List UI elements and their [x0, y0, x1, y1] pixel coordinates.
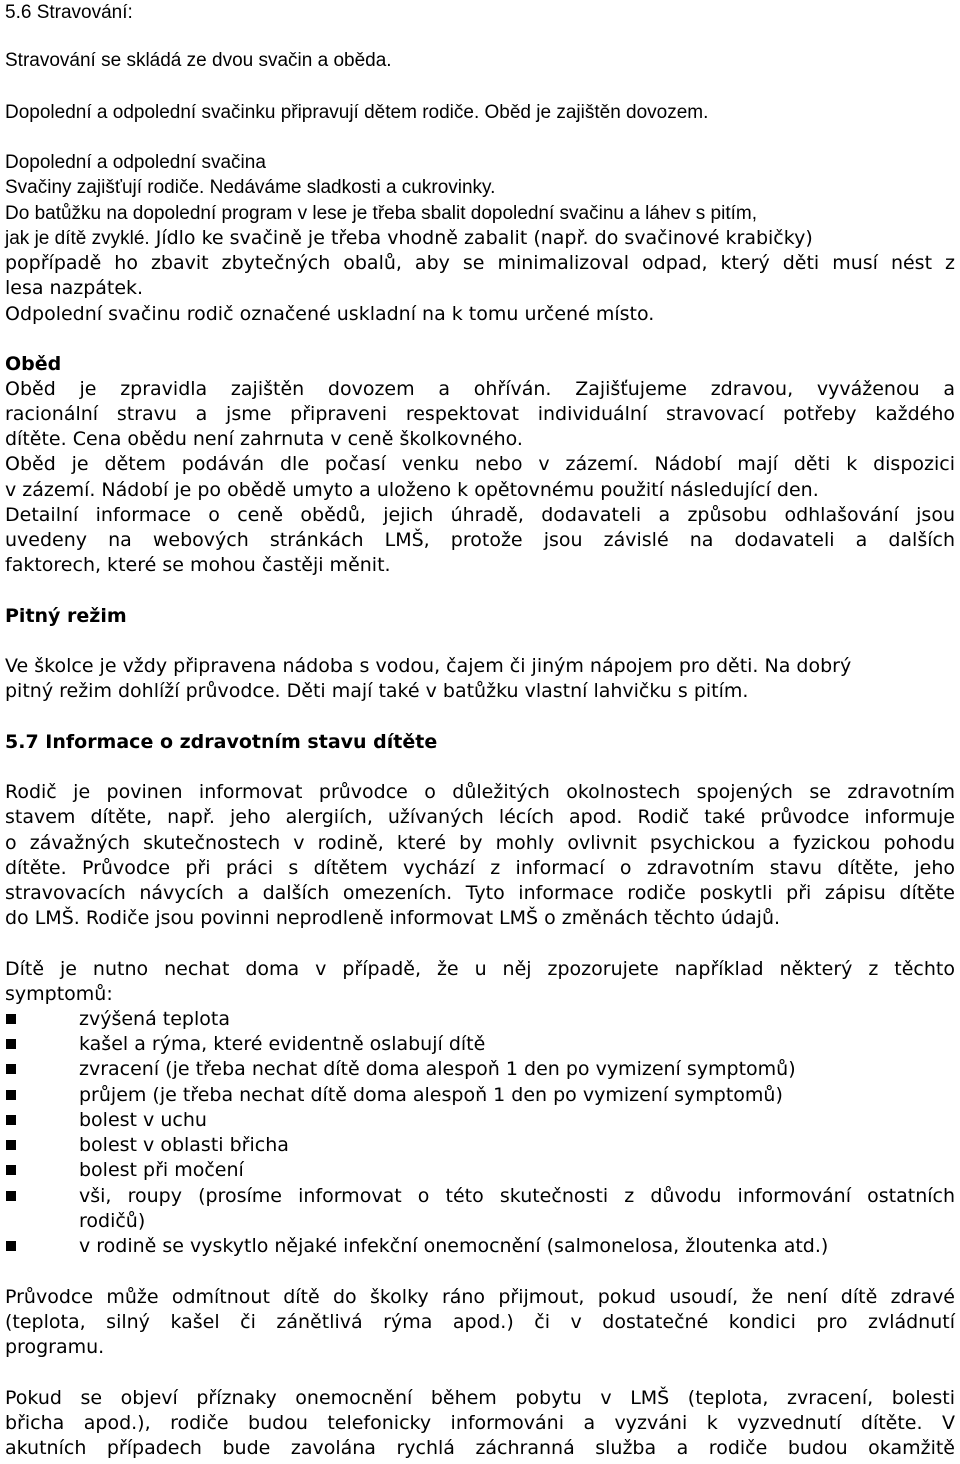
- list-item: bolest v uchu: [79, 1109, 207, 1131]
- text-line: racionální stravu a jsme připraveni respektovat individuální stravovací potřeby každého: [5, 403, 955, 425]
- list-item: vši, roupy (prosíme informovat o této skutečnosti z důvodu informování ostatních: [79, 1185, 955, 1207]
- text-line: stavem dítěte, např. jeho alergiích, užívaných lécích apod. Rodič také průvodce informuje: [5, 806, 955, 828]
- bullet-icon: [6, 1165, 16, 1175]
- bullet-icon: [6, 1140, 16, 1150]
- text-line: Dopolední a odpolední svačinku připravují dětem rodiče. Oběd je zajištěn dovozem.: [5, 102, 709, 123]
- subheading-lunch: Oběd: [5, 353, 62, 375]
- text-line: Rodič je povinen informovat průvodce o důležitých okolnostech spojených se zdravotním: [5, 781, 955, 803]
- text-line: břicha apod.), rodiče budou telefonicky informováni a vyzváni k vyzvednutí dítěte. V: [5, 1412, 955, 1434]
- text-line: Do batůžku na dopolední program v lese je třeba sbalit dopolední svačinu a láhev s pitím,: [5, 203, 758, 224]
- text-line: Pokud se objeví příznaky onemocnění během pobytu v LMŠ (teplota, zvracení, bolesti: [5, 1387, 955, 1409]
- text-line: o závažných skutečnostech v rodině, které by mohly ovlivnit psychickou a fyzickou pohodu: [5, 832, 955, 854]
- text-line: Odpolední svačinu rodič označené uskladní na k tomu určené místo.: [5, 303, 655, 325]
- text-line: lesa nazpátek.: [5, 277, 144, 299]
- bullet-icon: [6, 1064, 16, 1074]
- subheading-drinking: Pitný režim: [5, 605, 127, 627]
- text-line: Oběd je dětem podáván dle počasí venku nebo v zázemí. Nádobí mají děti k dispozici: [5, 453, 955, 475]
- text-line: dítěte. Průvodce při práci s dítětem vychází z informací o zdravotním stavu dítěte, jeho: [5, 857, 955, 879]
- list-item: bolest při močení: [79, 1159, 244, 1181]
- list-item: bolest v oblasti břicha: [79, 1134, 289, 1156]
- list-item: zvracení (je třeba nechat dítě doma alespoň 1 den po vymizení symptomů): [79, 1058, 796, 1080]
- text-line: stravovacích návycích a dalších omezeních. Tyto informace rodiče poskytli při zápisu dítěte: [5, 882, 955, 904]
- section-heading-stravovani: 5.6 Stravování:: [5, 2, 133, 23]
- bullet-icon: [6, 1039, 16, 1049]
- text-line: Detailní informace o ceně obědů, jejich úhradě, dodavateli a způsobu odhlašování jsou: [5, 504, 955, 526]
- text-fragment: jak je dítě zvyklé.: [5, 228, 150, 249]
- list-item: průjem (je třeba nechat dítě doma alespoň 1 den po vymizení symptomů): [79, 1084, 783, 1106]
- text-line: Stravování se skládá ze dvou svačin a oběda.: [5, 50, 392, 71]
- text-line: uvedeny na webových stránkách LMŠ, protože jsou závislé na dodavateli a dalších: [5, 529, 955, 551]
- bullet-icon: [6, 1090, 16, 1100]
- text-line: programu.: [5, 1336, 105, 1358]
- text-line: (teplota, silný kašel či zánětlivá rýma apod.) či v dostatečné kondici pro zvládnutí: [5, 1311, 955, 1333]
- list-item: zvýšená teplota: [79, 1008, 230, 1030]
- text-line: dítěte. Cena obědu není zahrnuta v ceně školkovného.: [5, 428, 523, 450]
- text-fragment: Jídlo ke svačině je třeba vhodně zabalit (např. do svačinové krabičky): [149, 227, 813, 249]
- text-line-mixed: [5, 226, 813, 251]
- text-line: pitný režim dohlíží průvodce. Děti mají také v batůžku vlastní lahvičku s pitím.: [5, 680, 749, 702]
- bullet-icon: [6, 1115, 16, 1125]
- text-line: popřípadě ho zbavit zbytečných obalů, aby se minimalizoval odpad, který děti musí nést z: [5, 252, 955, 274]
- bullet-icon: [6, 1191, 16, 1201]
- text-line: faktorech, které se mohou častěji měnit.: [5, 554, 391, 576]
- list-item: v rodině se vyskytlo nějaké infekční onemocnění (salmonelosa, žloutenka atd.): [79, 1235, 829, 1257]
- text-line: Průvodce může odmítnout dítě do školky ráno přijmout, pokud usoudí, že není dítě zdravé: [5, 1286, 955, 1308]
- subheading-snack: Dopolední a odpolední svačina: [5, 152, 266, 173]
- bullet-icon: [6, 1241, 16, 1251]
- text-line: Ve školce je vždy připravena nádoba s vodou, čajem či jiným nápojem pro děti. Na dobrý: [5, 655, 852, 677]
- text-line: Dítě je nutno nechat doma v případě, že u něj zpozorujete například některý z těchto: [5, 958, 955, 980]
- list-item-continuation: rodičů): [79, 1210, 146, 1232]
- list-item: kašel a rýma, které evidentně oslabují dítě: [79, 1033, 486, 1055]
- text-line: do LMŠ. Rodiče jsou povinni neprodleně informovat LMŠ o změnách těchto údajů.: [5, 907, 781, 929]
- section-heading-health: 5.7 Informace o zdravotním stavu dítěte: [5, 731, 438, 753]
- bullet-icon: [6, 1014, 16, 1024]
- text-line: Oběd je zpravidla zajištěn dovozem a ohříván. Zajišťujeme zdravou, vyváženou a: [5, 378, 955, 400]
- text-line: v zázemí. Nádobí je po obědě umyto a uloženo k opětovnému použití následující den.: [5, 479, 819, 501]
- text-line: akutních případech bude zavolána rychlá záchranná služba a rodiče budou okamžitě: [5, 1437, 955, 1459]
- text-line: Svačiny zajišťují rodiče. Nedáváme sladkosti a cukrovinky.: [5, 177, 496, 198]
- text-line: symptomů:: [5, 983, 113, 1005]
